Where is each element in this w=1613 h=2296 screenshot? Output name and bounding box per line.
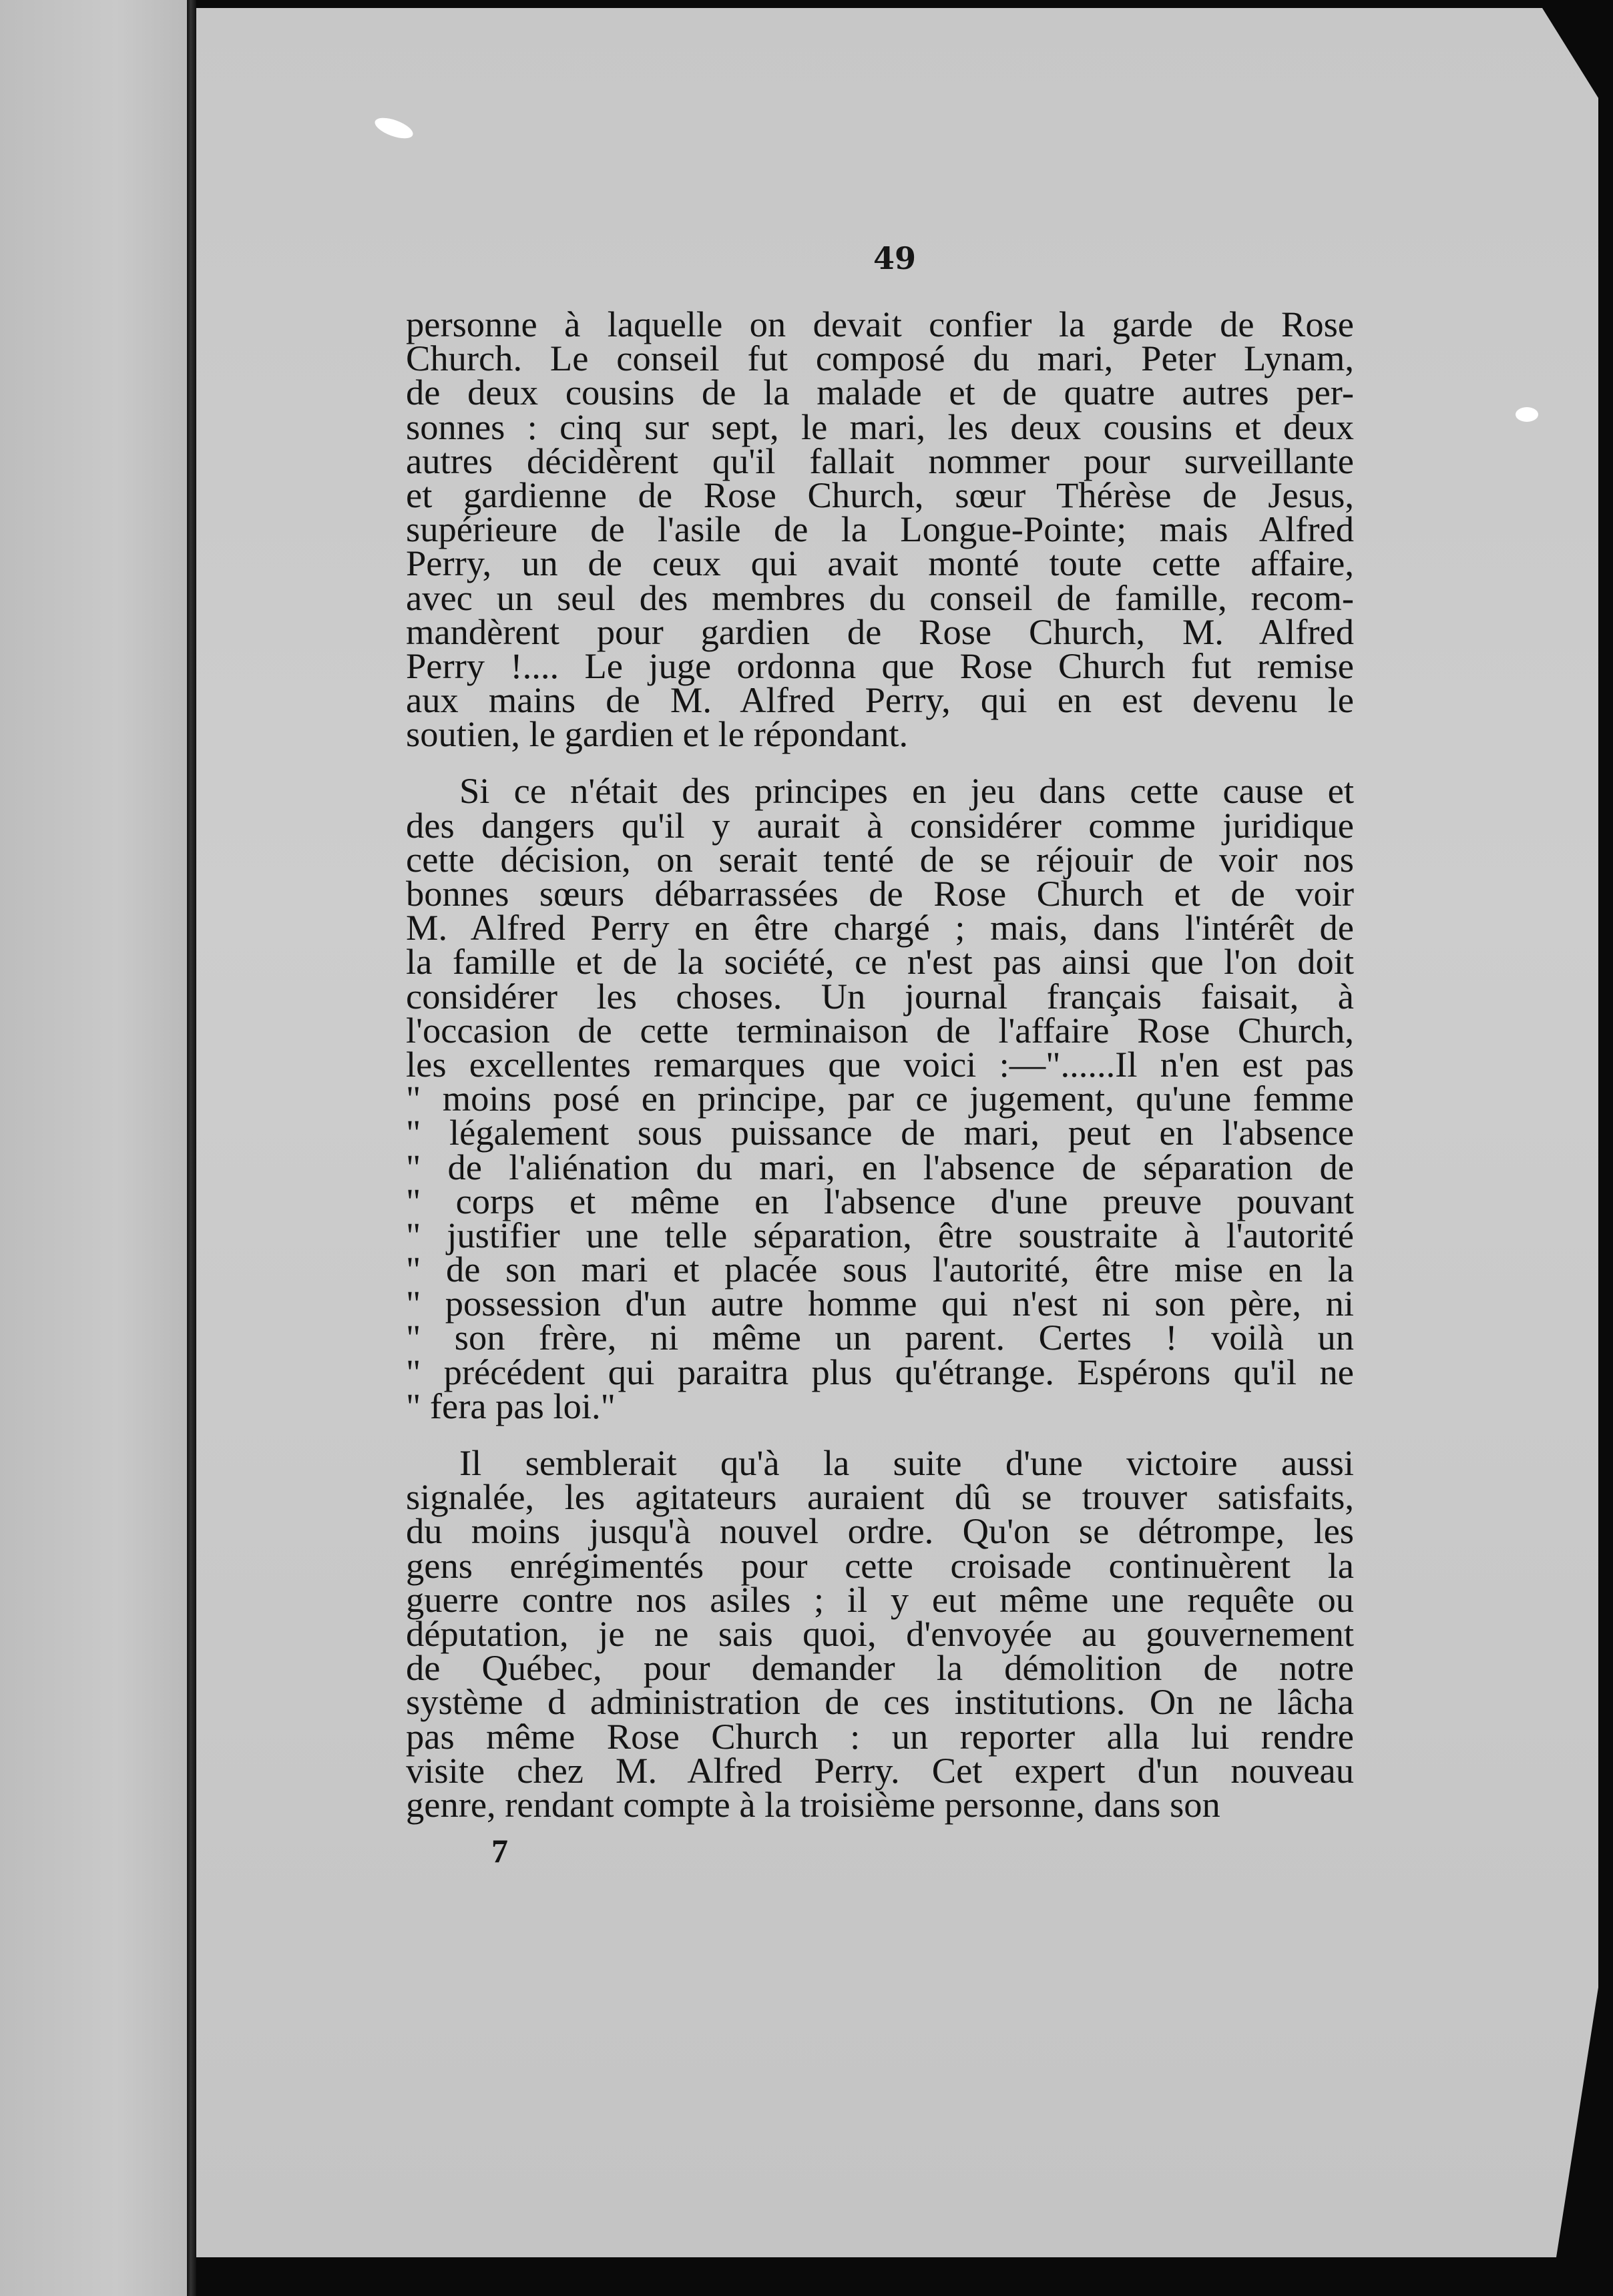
text-line: Church. Le conseil fut composé du mari, Peter Lynam, (406, 338, 1354, 379)
text-line: députation, je ne sais quoi, d'envoyée au gouvernement (406, 1613, 1354, 1654)
body-text (406, 304, 1354, 1825)
text-line: personne à laquelle on devait confier la garde de Rose (406, 304, 1354, 344)
text-line: " possession d'un autre homme qui n'est ni son père, ni (406, 1283, 1354, 1324)
text-line: genre, rendant compte à la troisième personne, dans son (406, 1783, 1220, 1825)
text-line: Perry !.... Le juge ordonna que Rose Church fut remise (406, 645, 1354, 686)
text-line: " fera pas loi." (406, 1385, 616, 1426)
text-line: M. Alfred Perry en être chargé ; mais, dans l'intérêt de (406, 907, 1354, 948)
text-line: la famille et de la société, ce n'est pas ainsi que l'on doit (406, 941, 1354, 982)
text-line: des dangers qu'il y aurait à considérer comme juridique (406, 804, 1354, 846)
dust-speck (1516, 407, 1538, 422)
text-line: " corps et même en l'absence d'une preuve pouvant (406, 1180, 1354, 1221)
text-line: " moins posé en principe, par ce jugement, qu'une femme (406, 1078, 1354, 1119)
text-line: " de son mari et placée sous l'autorité, être mise en la (406, 1249, 1354, 1290)
text-line: et gardienne de Rose Church, sœur Thérèse de Jesus, (406, 474, 1354, 515)
text-line: Perry, un de ceux qui avait monté toute cette affaire, (406, 543, 1354, 584)
text-line: " légalement sous puissance de mari, peut en l'absence (406, 1112, 1354, 1153)
text-line: visite chez M. Alfred Perry. Cet expert d'un nouveau (406, 1749, 1354, 1791)
binding-gutter (187, 0, 196, 2296)
text-line: gens enrégimentés pour cette croisade continuèrent la (406, 1544, 1354, 1586)
text-line: de deux cousins de la malade et de quatre autres per- (406, 372, 1354, 413)
text-line: système d administration de ces institutions. On ne lâcha (406, 1681, 1354, 1723)
text-line: considérer les choses. Un journal français faisait, à (406, 975, 1354, 1017)
text-line: supérieure de l'asile de la Longue-Pointe; mais Alfred (406, 509, 1354, 550)
text-line: bonnes sœurs débarrassées de Rose Church et de voir (406, 873, 1354, 914)
text-line: avec un seul des membres du conseil de famille, recom- (406, 577, 1354, 618)
text-line: " de l'aliénation du mari, en l'absence de séparation de (406, 1146, 1354, 1187)
paragraph (406, 304, 1354, 755)
text-line: Il semblerait qu'à la suite d'une victoire aussi (459, 1442, 1354, 1483)
previous-page-edge (0, 0, 194, 2296)
text-line: " précédent qui paraitra plus qu'étrange. Espérons qu'il ne (406, 1351, 1354, 1392)
text-line: sonnes : cinq sur sept, le mari, les deux cousins et deux (406, 406, 1354, 447)
text-line: du moins jusqu'à nouvel ordre. Qu'on se détrompe, les (406, 1510, 1354, 1552)
text-line: autres décidèrent qu'il fallait nommer pour surveillante (406, 440, 1354, 481)
page-number: 49 (873, 240, 916, 276)
text-line: aux mains de M. Alfred Perry, qui en est devenu le (406, 679, 1354, 721)
text-line: " son frère, ni même un parent. Certes ! voilà un (406, 1317, 1354, 1358)
signature-mark: 7 (491, 1832, 508, 1870)
text-line: soutien, le gardien et le répondant. (406, 713, 909, 755)
text-line: cette décision, on serait tenté de se réjouir de voir nos (406, 838, 1354, 880)
text-line: mandèrent pour gardien de Rose Church, M. Alfred (406, 611, 1354, 652)
text-line: " justifier une telle séparation, être soustraite à l'autorité (406, 1214, 1354, 1255)
text-line: signalée, les agitateurs auraient dû se trouver satisfaits, (406, 1476, 1354, 1518)
paragraph (406, 770, 1354, 1426)
text-line: Si ce n'était des principes en jeu dans cette cause et (459, 770, 1354, 812)
text-line: les excellentes remarques que voici :—"......Il n'en est pas (406, 1043, 1354, 1085)
text-line: l'occasion de cette terminaison de l'affaire Rose Church, (406, 1009, 1354, 1051)
text-line: de Québec, pour demander la démolition de notre (406, 1647, 1354, 1689)
text-line: guerre contre nos asiles ; il y eut même une requête ou (406, 1579, 1354, 1620)
text-line: pas même Rose Church : un reporter alla lui rendre (406, 1715, 1354, 1757)
paragraph (406, 1442, 1354, 1825)
